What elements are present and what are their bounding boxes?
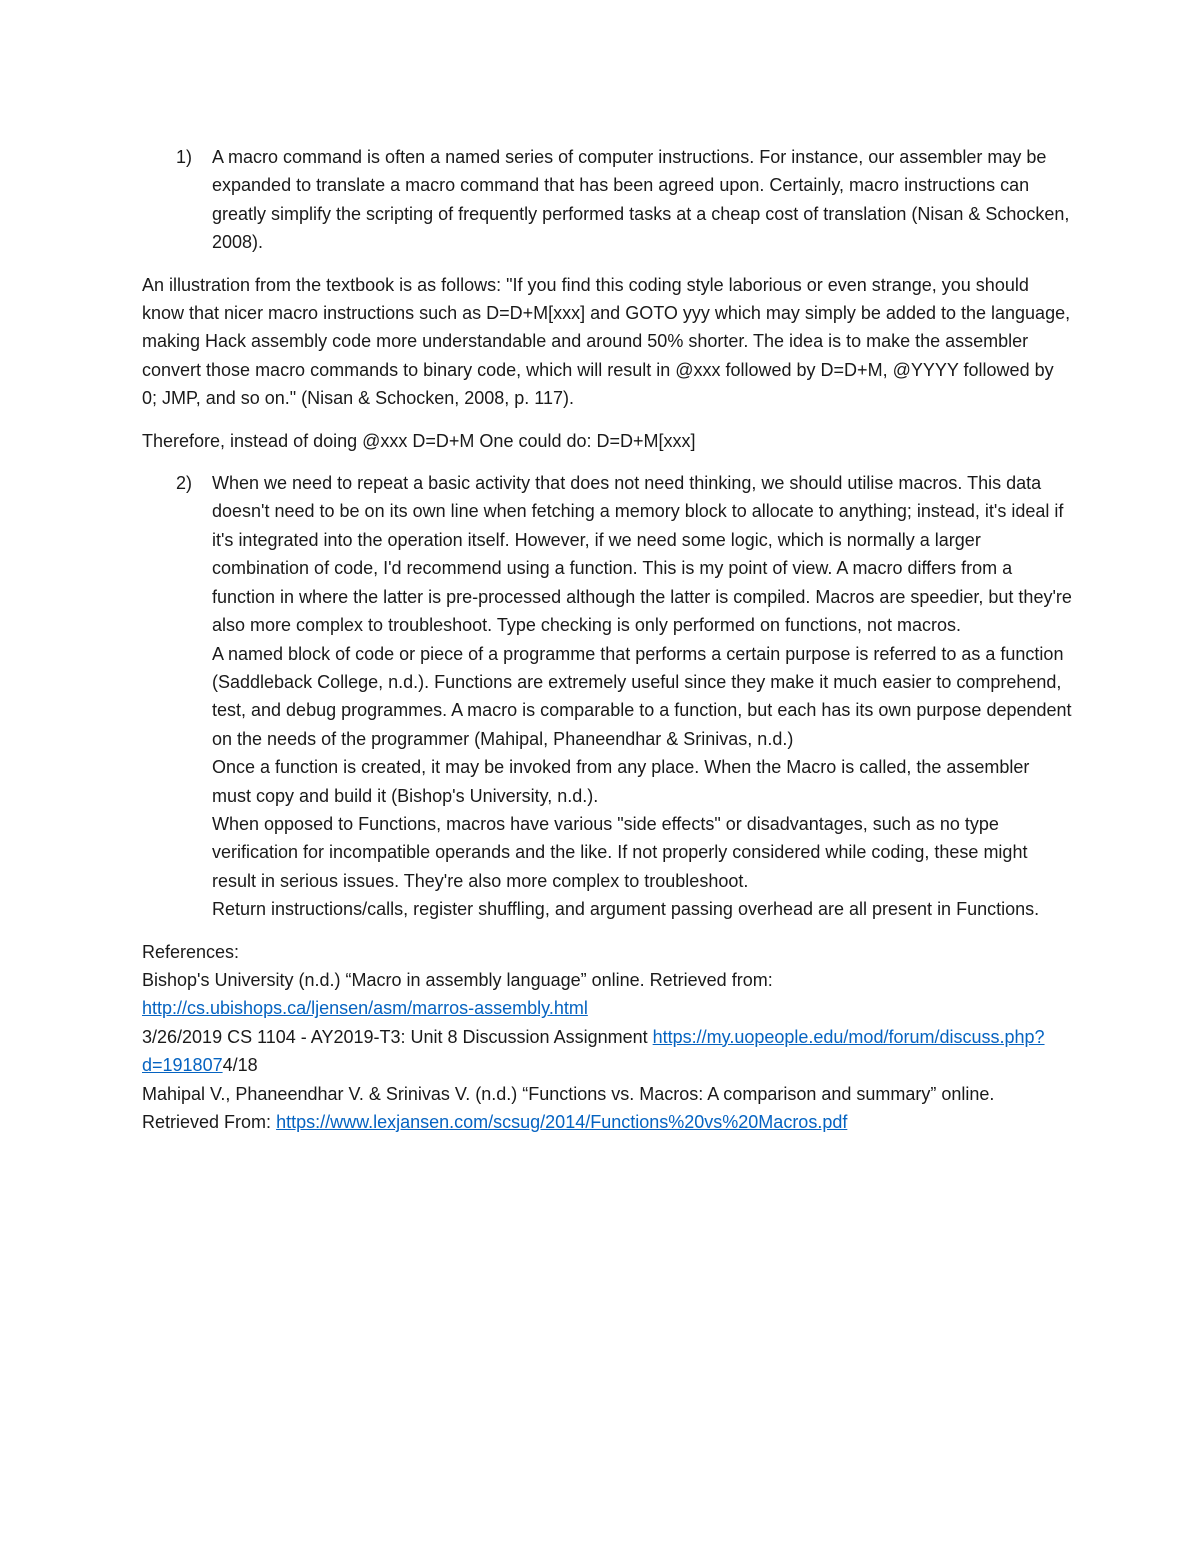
references-heading: References: xyxy=(142,941,240,962)
list-item-1 xyxy=(142,143,1072,257)
list-item-2-paragraph: When we need to repeat a basic activity that does not need thinking, we should utilise macros. This data doesn't need to be on its own line when fetching a memory block to allocate to anything; instead, it's ideal if it's integrated into the operation itself. However, if we need some logic, which is normally a larger combination of code, I'd recommend using a function. This is my point of view. A macro differs from a function in where the latter is pre-processed although the latter is compiled. Macros are speedier, but they're also more complex to troubleshoot. Type checking is only performed on functions, not macros. xyxy=(212,473,1072,636)
reference-link[interactable]: https://www.lexjansen.com/scsug/2014/Functions%20vs%20Macros.pdf xyxy=(276,1112,848,1132)
reference-entry xyxy=(142,1080,1072,1137)
list-number-2: 2) xyxy=(176,473,193,494)
reference-text: Mahipal V., Phaneendhar V. & Srinivas V. (n.d.) “Functions vs. Macros: A comparison and summary” online. Retrieved From: xyxy=(142,1083,995,1132)
therefore-paragraph: Therefore, instead of doing @xxx D=D+M One could do: D=D+M[xxx] xyxy=(142,430,696,451)
list-item-1-text: A macro command is often a named series of computer instructions. For instance, our assembler may be expanded to translate a macro command that has been agreed upon. Certainly, macro instructions can greatly simplify the scripting of frequently performed tasks at a cheap cost of translation (Nisan & Schocken, 2008). xyxy=(212,147,1070,253)
list-item-2-paragraph: When opposed to Functions, macros have various "side effects" or disadvantages, such as no type verification for incompatible operands and the like. If not properly considered while coding, these might result in serious issues. They're also more complex to troubleshoot. xyxy=(212,813,1028,891)
list-item-2-paragraph: Once a function is created, it may be invoked from any place. When the Macro is called, the assembler must copy and build it (Bishop's University, n.d.). xyxy=(212,757,1030,806)
list-item-2 xyxy=(142,469,1072,924)
reference-link[interactable]: https://my.uopeople.edu/mod/forum/discuss.php?d=191807 xyxy=(142,1026,1045,1076)
reference-text: Bishop's University (n.d.) “Macro in assembly language” online. Retrieved from: xyxy=(142,969,773,990)
reference-entry xyxy=(142,966,1072,1023)
reference-entry xyxy=(142,1023,1072,1080)
reference-suffix: 4/18 xyxy=(222,1055,258,1076)
reference-text: 3/26/2019 CS 1104 - AY2019-T3: Unit 8 Discussion Assignment xyxy=(142,1026,648,1047)
list-item-2-paragraph: Return instructions/calls, register shuffling, and argument passing overhead are all present in Functions. xyxy=(212,899,1040,920)
list-number-1: 1) xyxy=(176,147,193,167)
illustration-paragraph: An illustration from the textbook is as follows: "If you find this coding style laborious or even strange, you should know that nicer macro instructions such as D=D+M[xxx] and GOTO yyy which may simply be added to the language, making Hack assembly code more understandable and around 50% shorter. The idea is to make the assembler convert those macro commands to binary code, which will result in @xxx followed by D=D+M, @YYYY followed by 0; JMP, and so on." (Nisan & Schocken, 2008, p. 117). xyxy=(142,274,1071,409)
document-body xyxy=(142,143,1072,1136)
reference-link[interactable]: http://cs.ubishops.ca/ljensen/asm/marros-assembly.html xyxy=(142,998,588,1019)
list-item-2-paragraph: A named block of code or piece of a programme that performs a certain purpose is referred to as a function (Saddleback College, n.d.). Functions are extremely useful since they make it much easier to comprehend, test, and debug programmes. A macro is comparable to a function, but each has its own purpose dependent on the needs of the programmer (Mahipal, Phaneendhar & Srinivas, n.d.) xyxy=(212,643,1072,749)
